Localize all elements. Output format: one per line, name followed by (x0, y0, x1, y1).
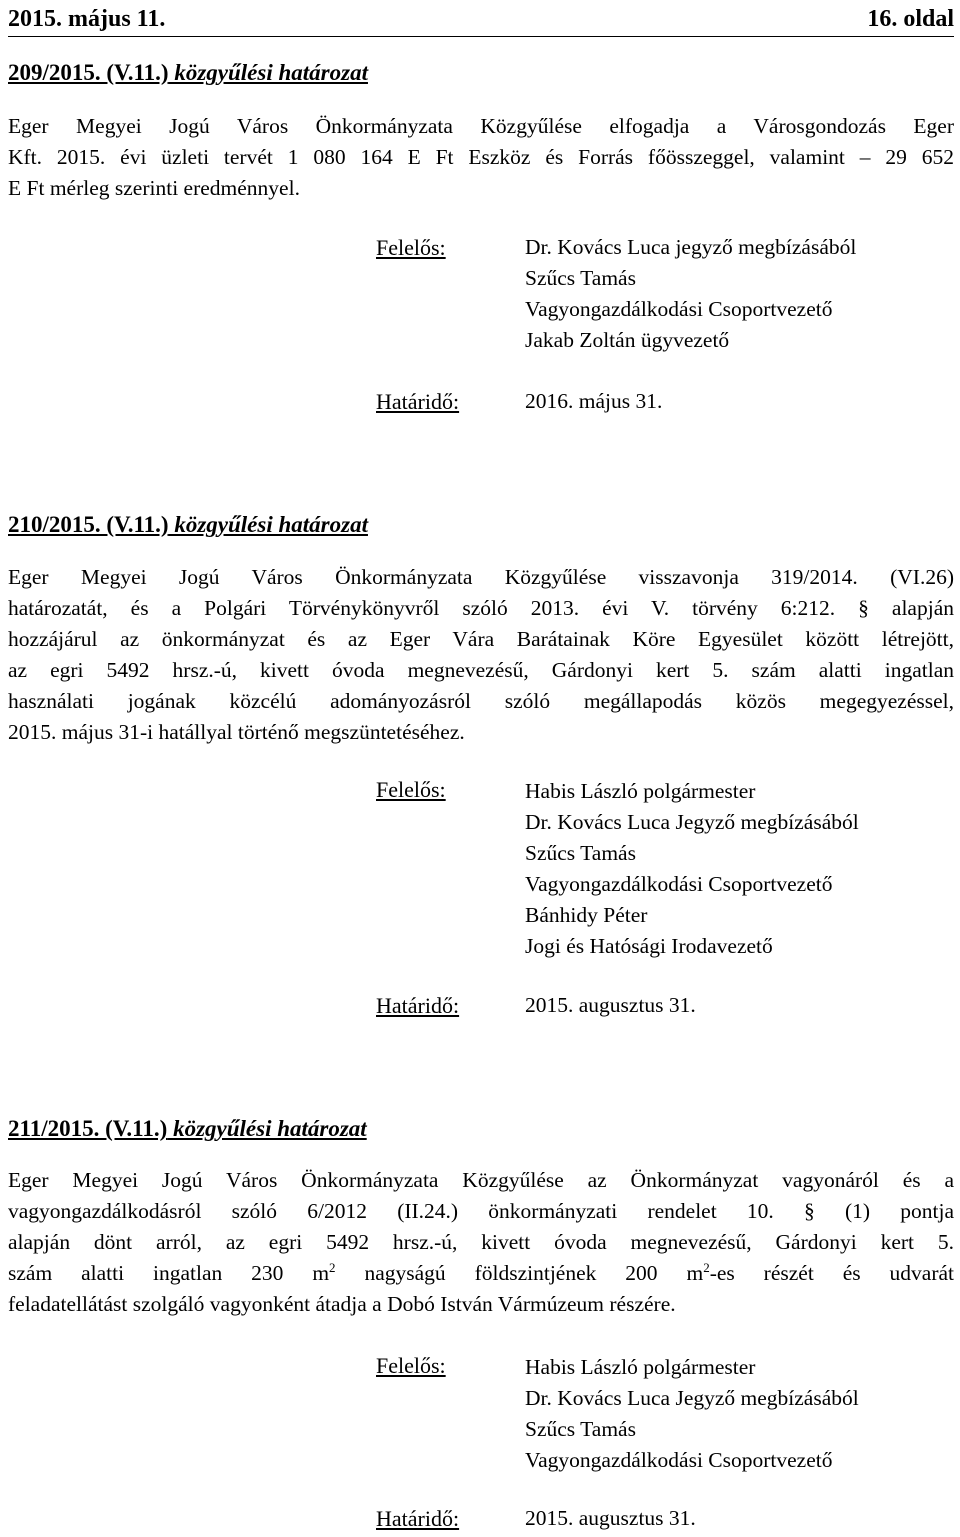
body-line: Eger Megyei Jogú Város Önkormányzata Közgyűlése az Önkormányzat vagyonáról és a (8, 1168, 954, 1192)
resolution-number: 209/2015. (V.11.) (8, 60, 169, 85)
header-date: 2015. május 11. (8, 6, 166, 32)
responsible-person: Jogi és Hatósági Irodavezető (525, 934, 773, 958)
responsible-label: Felelős: (376, 235, 446, 260)
resolution-title (8, 512, 368, 538)
responsible-list (525, 232, 856, 356)
responsible-person: Dr. Kovács Luca Jegyző megbízásából (525, 810, 859, 834)
deadline-value: 2016. május 31. (525, 389, 663, 413)
body-line: hozzájárul az önkormányzat és az Eger Vára Barátainak Köre Egyesület között létrejött, (8, 627, 954, 651)
responsible-person: Dr. Kovács Luca Jegyző megbízásából (525, 1386, 859, 1410)
header-page-number: 16. oldal (867, 6, 954, 32)
responsible-person: Habis László polgármester (525, 1355, 756, 1379)
resolution-body (8, 111, 954, 204)
body-line: vagyongazdálkodásról szóló 6/2012 (II.24.) önkormányzati rendelet 10. § (1) pontja (8, 1199, 954, 1223)
responsible-person: Vagyongazdálkodási Csoportvezető (525, 872, 833, 896)
responsible-person: Habis László polgármester (525, 779, 756, 803)
page-header (8, 4, 954, 37)
resolution-body (8, 562, 954, 748)
deadline-value: 2015. augusztus 31. (525, 1506, 696, 1530)
responsible-label: Felelős: (376, 1353, 446, 1378)
responsible-person: Bánhidy Péter (525, 903, 648, 927)
body-line: E Ft mérleg szerinti eredménnyel. (8, 176, 300, 200)
body-line: alapján dönt arról, az egri 5492 hrsz.-ú, kivett óvoda megnevezésű, Gárdonyi kert 5. (8, 1230, 954, 1254)
responsible-person: Szűcs Tamás (525, 841, 636, 865)
resolution-number: 210/2015. (V.11.) (8, 512, 169, 537)
body-line: Kft. 2015. évi üzleti tervét 1 080 164 E Ft Eszköz és Forrás főösszeggel, valamint – 29 652 (8, 145, 954, 169)
resolution-number: 211/2015. (V.11.) (8, 1116, 168, 1141)
responsible-label: Felelős: (376, 777, 446, 802)
resolution-body (8, 1165, 954, 1320)
responsible-list (525, 1352, 859, 1476)
resolution-title-text: közgyűlési határozat (168, 512, 368, 537)
body-line: szám alatti ingatlan 230 $m^2$ nagyságú földszintjének 200 $m^2-es$ részét és udvarát (8, 1260, 955, 1285)
body-line: használati jogának közcélú adományozásról szóló megállapodás közös megegyezéssel, (8, 689, 954, 713)
body-line: az egri 5492 hrsz.-ú, kivett óvoda megnevezésű, Gárdonyi kert 5. szám alatti ingatlan (8, 658, 954, 682)
body-line: Eger Megyei Jogú Város Önkormányzata Közgyűlése elfogadja a Városgondozás Eger (8, 114, 954, 138)
responsible-person: Jakab Zoltán ügyvezető (525, 328, 730, 352)
body-line: Eger Megyei Jogú Város Önkormányzata Közgyűlése visszavonja 319/2014. (VI.26) (8, 565, 954, 589)
deadline-value: 2015. augusztus 31. (525, 993, 696, 1017)
responsible-person: Szűcs Tamás (525, 266, 636, 290)
responsible-person: Vagyongazdálkodási Csoportvezető (525, 1448, 833, 1472)
resolution-title (8, 60, 368, 86)
responsible-person: Szűcs Tamás (525, 1417, 636, 1441)
deadline-label: Határidő: (376, 389, 460, 414)
body-line: feladatellátást szolgáló vagyonként átadja a Dobó István Vármúzeum részére. (8, 1292, 676, 1316)
deadline-label: Határidő: (376, 1506, 460, 1531)
responsible-person: Dr. Kovács Luca jegyző megbízásából (525, 235, 857, 259)
resolution-title-text: közgyűlési határozat (167, 1116, 367, 1141)
responsible-list (525, 776, 859, 962)
resolution-title (8, 1116, 367, 1142)
resolution-title-text: közgyűlési határozat (168, 60, 368, 85)
body-line: 2015. május 31-i hatállyal történő megszüntetéséhez. (8, 720, 465, 744)
responsible-person: Vagyongazdálkodási Csoportvezető (525, 297, 833, 321)
deadline-label: Határidő: (376, 993, 460, 1018)
body-line: határozatát, és a Polgári Törvénykönyvről szóló 2013. évi V. törvény 6:212. § alapján (8, 596, 954, 620)
